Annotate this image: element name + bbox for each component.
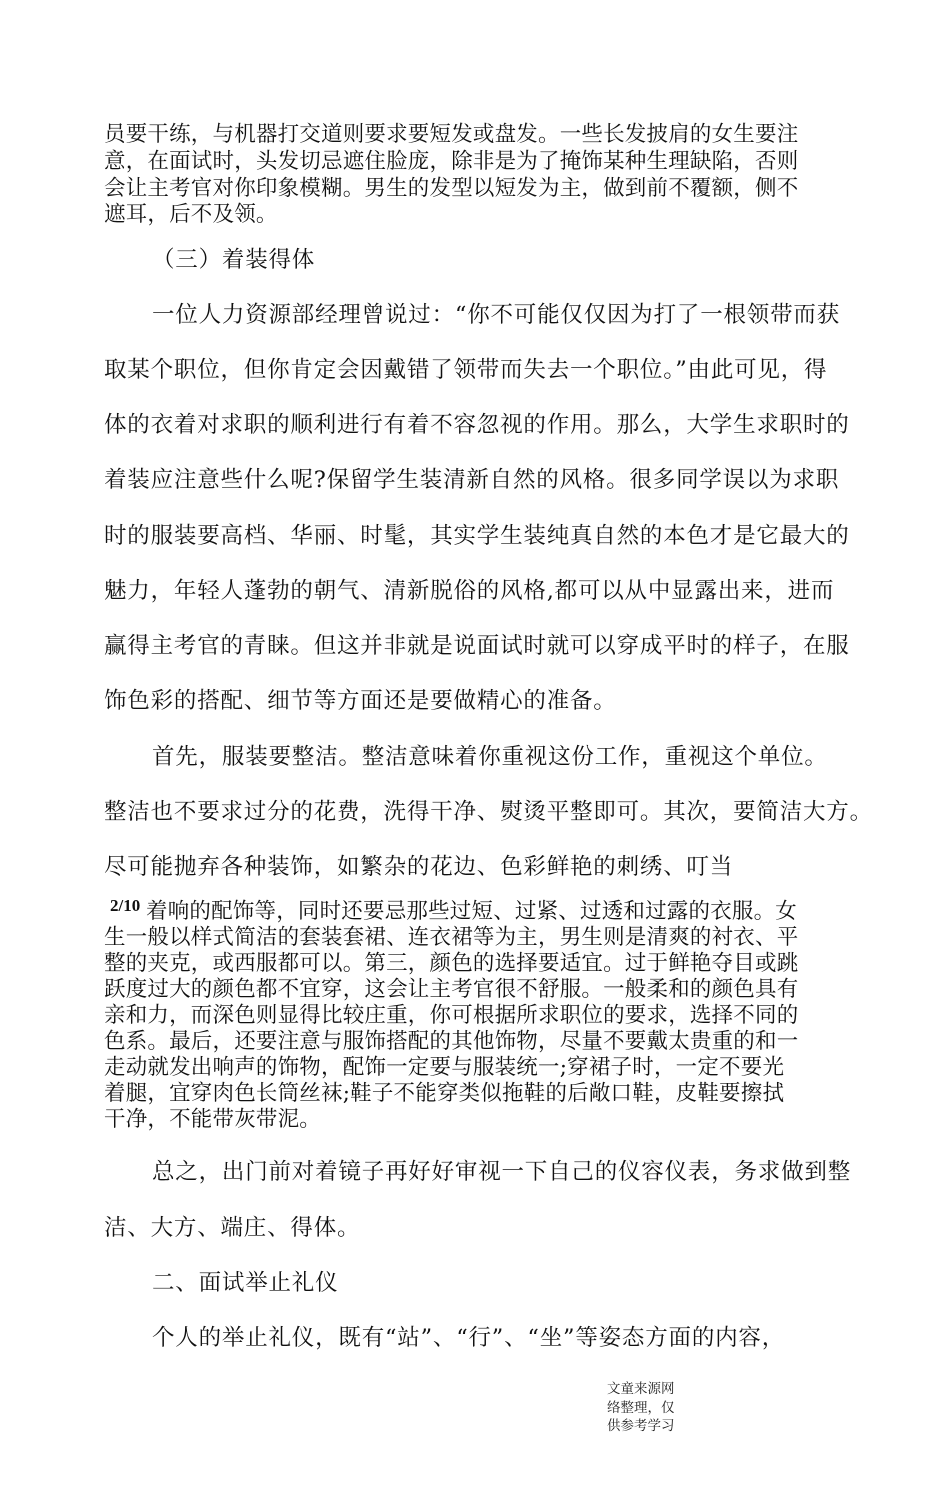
text-line: 一位人力资源部经理曾说过：“你不可能仅仅因为打了一根领带而获 xyxy=(152,302,841,328)
text-line: 赢得主考官的青睐。但这并非就是说面试时就可以穿成平时的样子，在服 xyxy=(104,633,850,659)
text-line: 饰色彩的搭配、细节等方面还是要做精心的准备。 xyxy=(104,688,617,714)
text-line: 尽可能抛弃各种装饰，如繁杂的花边、色彩鲜艳的刺绣、叮当 xyxy=(104,854,734,880)
text-line: 洁、大方、端庄、得体。 xyxy=(104,1215,361,1241)
text-line: 首先，服装要整洁。整洁意味着你重视这份工作，重视这个单位。 xyxy=(152,744,828,770)
text-line: 走动就发出响声的饰物，配饰一定要与服装统一;穿裙子时，一定不要光 xyxy=(104,1055,785,1080)
text-line: 亲和力，而深色则显得比较庄重，你可根据所求职位的要求，选择不同的 xyxy=(104,1003,799,1028)
text-line: 着腿，宜穿肉色长筒丝袜;鞋子不能穿类似拖鞋的后敞口鞋，皮鞋要擦拭 xyxy=(104,1081,785,1106)
text-line: 体的衣着对求职的顺利进行有着不容忽视的作用。那么，大学生求职时的 xyxy=(104,412,850,438)
text-line: 着响的配饰等，同时还要忌那些过短、过紧、过透和过露的衣服。女 xyxy=(146,899,798,924)
text-line: 员要干练，与机器打交道则要求要短发或盘发。一些长发披肩的女生要注 xyxy=(104,122,799,147)
text-line: 遮耳，后不及领。 xyxy=(104,202,278,227)
text-line: 生一般以样式简洁的套装套裙、连衣裙等为主，男生则是清爽的衬衣、平 xyxy=(104,925,799,950)
page-number: 2/10 xyxy=(110,896,141,915)
text-line: 总之，出门前对着镜子再好好审视一下自己的仪容仪表，务求做到整 xyxy=(152,1159,852,1185)
text-line: 取某个职位，但你肯定会因戴错了领带而失去一个职位。”由此可见，得 xyxy=(104,357,828,383)
text-line: 会让主考官对你印象模糊。男生的发型以短发为主，做到前不覆额，侧不 xyxy=(104,176,799,201)
section-heading: 二、面试举止礼仪 xyxy=(152,1270,339,1296)
text-line: 时的服装要高档、华丽、时髦，其实学生装纯真自然的本色才是它最大的 xyxy=(104,523,850,549)
text-line: 个人的举止礼仪，既有“站”、“行”、“坐”等姿态方面的内容， xyxy=(152,1325,786,1351)
text-line: 整的夹克，或西服都可以。第三，颜色的选择要适宜。过于鲜艳夺目或跳 xyxy=(104,951,799,976)
footer-note: 文童来源网络整理，仅供参考学习 xyxy=(607,1381,675,1434)
text-line: 色系。最后，还要注意与服饰搭配的其他饰物，尽量不要戴太贵重的和一 xyxy=(104,1029,799,1054)
text-line: 魅力，年轻人蓬勃的朝气、清新脱俗的风格,都可以从中显露出来，进而 xyxy=(104,578,835,604)
text-line: 整洁也不要求过分的花费，洗得干净、熨烫平整即可。其次，要简洁大方。 xyxy=(104,799,873,825)
text-line: 跃度过大的颜色都不宜穿，这会让主考官很不舒服。一般柔和的颜色具有 xyxy=(104,977,799,1002)
text-line: 干净，不能带灰带泥。 xyxy=(104,1107,322,1132)
section-heading: （三）着装得体 xyxy=(152,247,316,273)
text-line: 着装应注意些什么呢?保留学生装清新自然的风格。很多同学误以为求职 xyxy=(104,467,840,493)
text-line: 意，在面试时，头发切忌遮住脸庞，除非是为了掩饰某种生理缺陷，否则 xyxy=(104,149,799,174)
